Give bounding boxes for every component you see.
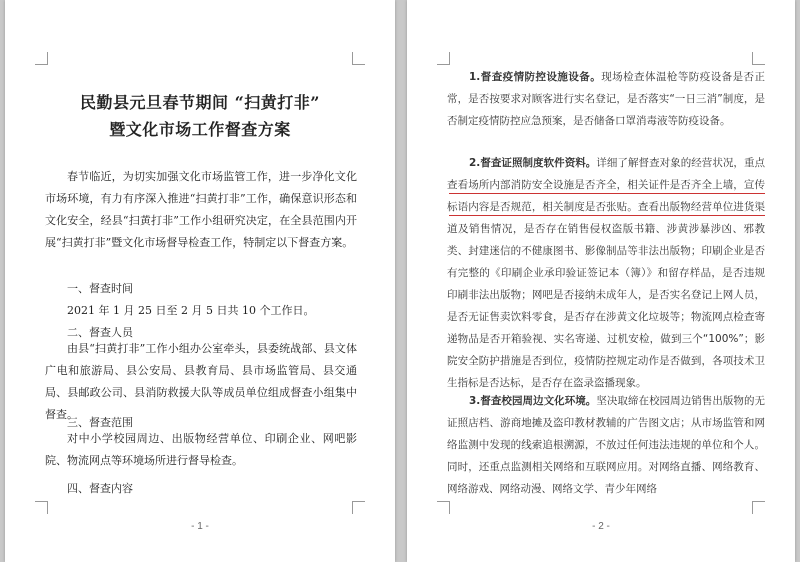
section-heading: 三、督查范围 [67,416,133,429]
highlight-underline [449,193,765,194]
page-corner-mark [752,501,765,514]
highlight-underline [449,215,765,216]
content-item-text: 详细了解督查对象的经营状况，重点查看场所内部消防安全设施是否齐全，相关证件是否齐全上墙，宣传标语内容是否规范，相关制度是否张贴。查看出版物经营单位进货渠道及销售情况，是否存在销售侵权盗版书籍、涉黄涉暴涉凶、邪教类、封建迷信的不健康图书、影像制品等非法出版物；印刷企业是否有完整的《印刷企业承印验证签记本（簿）》和留存样品，是否违规印刷非法出版物；网吧是否接纳未成年人，是否实名登记上网人员，是否无证售卖饮料零食，是否存在涉黄文化垃圾等；物流网点检查寄递物品是否开箱验视、实名寄递、过机安检，做到三个“100%”；影院安全防护措施是否到位，疫情防控规定动作是否做到，各项技术卫生指标是否达标，是否存在盗录盗播现象。 [447,157,766,389]
page-number: - 2 - [592,521,610,532]
content-item-heading: 2.督查证照制度软件资料。 [469,157,597,169]
document-page-2 [407,0,795,562]
page-corner-mark [35,501,48,514]
content-item-1 [447,66,765,132]
content-item-heading: 1.督查疫情防控设施设备。 [469,71,602,83]
content-item-2 [447,152,765,394]
page-corner-mark [35,52,48,65]
section-text: 由县“扫黄打非”工作小组办公室牵头，县委统战部、县文体广电和旅游局、县公安局、县教育局、县市场监管局、县交通局、县邮政公司、县消防救援大队等成员单位组成督查小组集中督查。 [45,342,357,421]
page-corner-mark [752,52,765,65]
section-text: 对中小学校园周边、出版物经营单位、印刷企业、网吧影院、物流网点等环境场所进行督导检查。 [45,432,357,467]
page-corner-mark [352,501,365,514]
section-text: 2021 年 1 月 25 日至 2 月 5 日共 10 个工作日。 [67,304,315,317]
intro-paragraph: 春节临近，为切实加强文化市场监管工作，进一步净化文化市场环境，有力有序深入推进“扫黄打非”工作，确保意识形态和文化安全，经县“扫黄打非”工作小组研究决定，在全县范围内开展“扫黄打非”暨文化市场督导检查工作，特制定以下督查方案。 [45,170,357,249]
document-title-line2: 暨文化市场工作督查方案 [109,120,291,139]
page-corner-mark [437,52,450,65]
section-heading: 二、督查人员 [67,326,133,339]
content-item-text: 现场检查体温枪等防疫设备是否正常，是否按要求对顾客进行实名登记，是否落实“一日三消”制度，是否制定疫情防控应急预案，是否储备口罩消毒液等防疫设备。 [447,71,766,127]
content-item-3 [447,390,765,500]
section-heading: 一、督查时间 [67,282,133,295]
page-number: - 1 - [191,521,209,532]
page-corner-mark [352,52,365,65]
document-page-1 [5,0,395,562]
section-heading: 四、督查内容 [67,482,133,495]
content-item-heading: 3.督查校园周边文化环境。 [469,395,597,407]
document-title-line1: 民勤县元旦春节期间 “扫黄打非” [80,93,320,112]
page-corner-mark [437,501,450,514]
content-item-text: 坚决取缔在校园周边销售出版物的无证照店档、游商地摊及盗印教材教辅的广告图文店；从市场监管和网络监测中发现的线索追根溯源，不放过任何违法违规的单位和个人。同时，还重点监测相关网络和互联网应用。对网络直播、网络教育、网络游戏、网络动漫、网络文学、青少年网络 [447,395,766,495]
